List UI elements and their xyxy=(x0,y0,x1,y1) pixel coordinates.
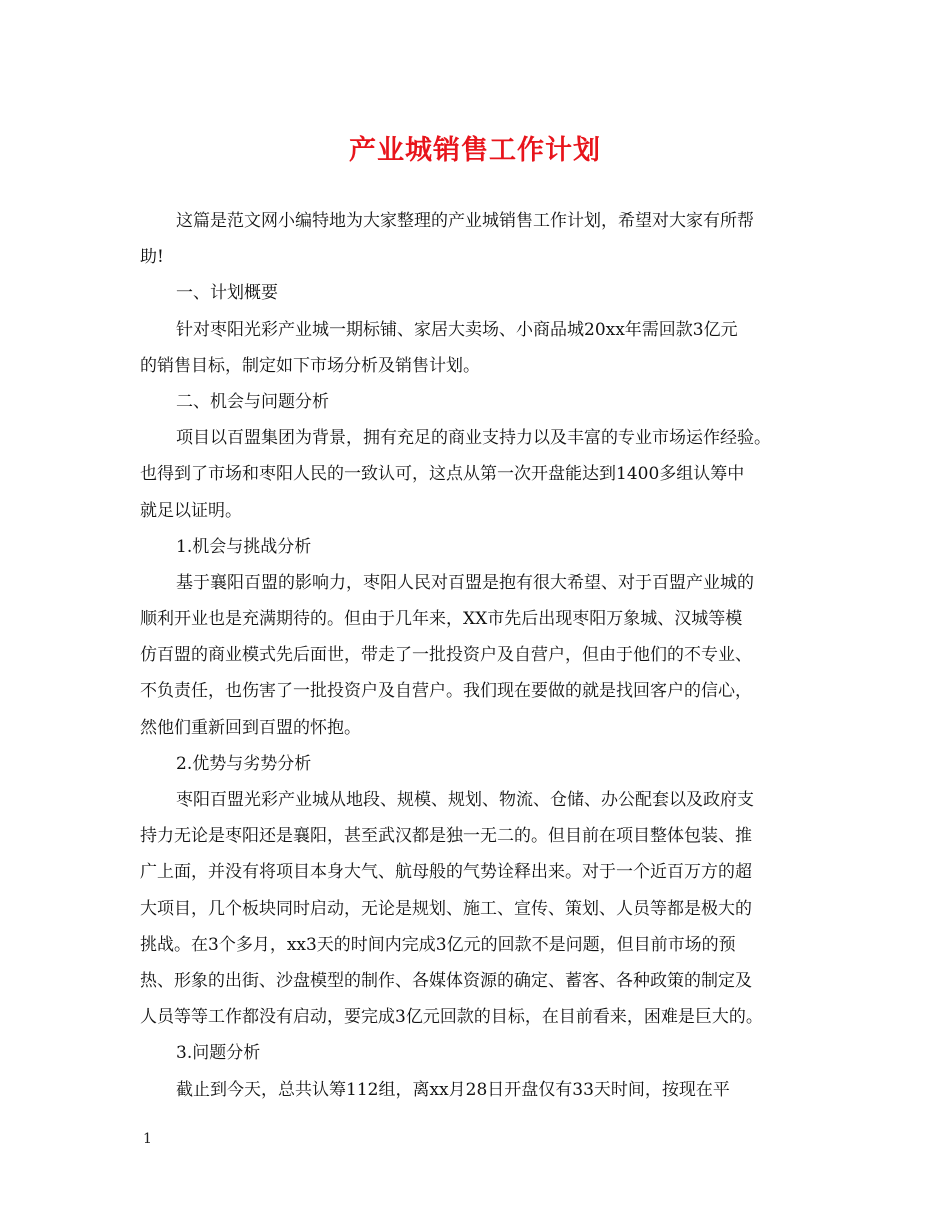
page-title: 产业城销售工作计划 xyxy=(349,135,601,166)
text-line: 的销售目标，制定如下市场分析及销售计划。 xyxy=(140,355,480,376)
text-line: 二、机会与问题分析 xyxy=(176,391,329,412)
text-line: 3.问题分析 xyxy=(176,1043,261,1064)
text-line: 人员等等工作都没有启动，要完成3亿元回款的目标，在目前看来，困难是巨大的。 xyxy=(140,1007,763,1028)
text-line: 然他们重新回到百盟的怀抱。 xyxy=(140,717,361,738)
text-line: 针对枣阳光彩产业城一期标铺、家居大卖场、小商品城20xx年需回款3亿元 xyxy=(176,319,738,340)
text-line: 大项目，几个板块同时启动，无论是规划、施工、宣传、策划、人员等都是极大的 xyxy=(140,898,752,919)
text-line: 顺利开业也是充满期待的。但由于几年来，XX市先后出现枣阳万象城、汉城等模 xyxy=(140,609,743,630)
text-line: 枣阳百盟光彩产业城从地段、规模、规划、物流、仓储、办公配套以及政府支 xyxy=(176,790,754,810)
text-line: 1.机会与挑战分析 xyxy=(176,536,312,557)
text-line: 一、计划概要 xyxy=(176,283,278,304)
document-body xyxy=(140,203,820,1108)
text-line: 也得到了市场和枣阳人民的一致认可，这点从第一次开盘能达到1400多组认筹中 xyxy=(140,464,745,485)
text-line: 助! xyxy=(140,247,164,268)
text-line: 广上面，并没有将项目本身大气、航母般的气势诠释出来。对于一个近百万方的超 xyxy=(140,862,752,883)
text-line: 不负责任，也伤害了一批投资户及自营户。我们现在要做的就是找回客户的信心， xyxy=(140,681,752,702)
text-line: 截止到今天，总共认筹112组，离xx月28日开盘仅有33天时间，按现在平 xyxy=(176,1079,730,1100)
text-line: 热、形象的出街、沙盘模型的制作、各媒体资源的确定、蓄客、各种政策的制定及 xyxy=(140,970,752,991)
text-line: 仿百盟的商业模式先后面世，带走了一批投资户及自营户，但由于他们的不专业、 xyxy=(140,645,752,666)
text-line: 这篇是范文网小编特地为大家整理的产业城销售工作计划，希望对大家有所帮 xyxy=(176,211,754,231)
text-line: 挑战。在3个多月，xx3天的时间内完成3亿元的回款不是问题，但目前市场的预 xyxy=(140,934,736,955)
text-line: 2.优势与劣势分析 xyxy=(176,753,312,774)
text-line: 持力无论是枣阳还是襄阳，甚至武汉都是独一无二的。但目前在项目整体包装、推 xyxy=(140,826,752,847)
text-line: 就足以证明。 xyxy=(140,500,242,521)
page-number: 1 xyxy=(143,1131,152,1147)
text-line: 基于襄阳百盟的影响力，枣阳人民对百盟是抱有很大希望、对于百盟产业城的 xyxy=(176,572,754,593)
text-line: 项目以百盟集团为背景，拥有充足的商业支持力以及丰富的专业市场运作经验。 xyxy=(176,428,771,449)
